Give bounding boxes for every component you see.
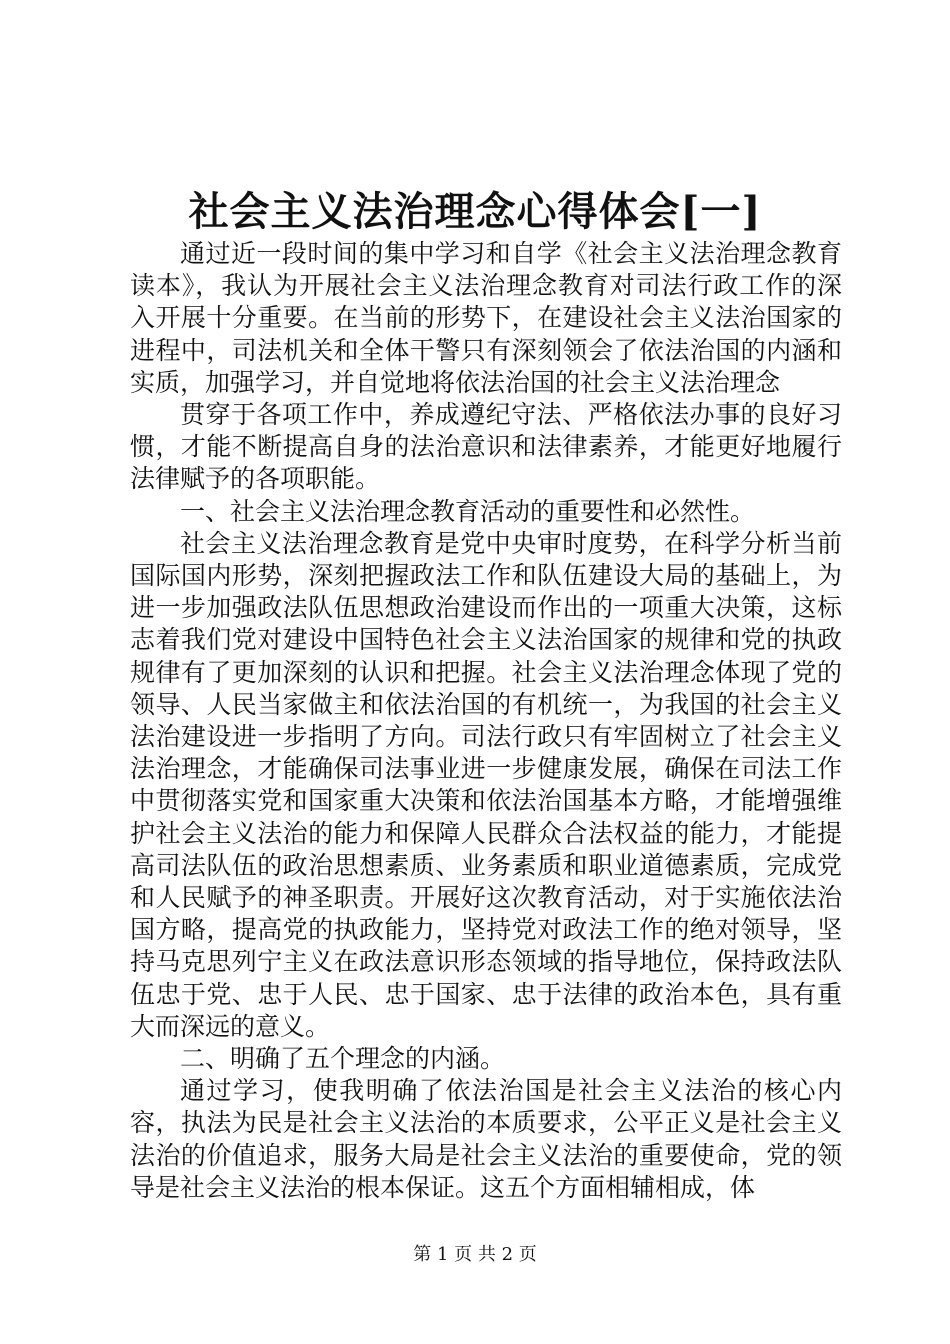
section-heading: 二、明确了五个理念的内涵。 bbox=[180, 1044, 506, 1074]
document-title: 社会主义法治理念心得体会[一] bbox=[188, 188, 762, 235]
body-paragraph: 通过近一段时间的集中学习和自学《社会主义法治理念教育读本》，我认为开展社会主义法治理念教育对司法行政工作的深入开展十分重要。在当前的形势下，在建设社会主义法治国家的进程中，司法机关和全体干警只有深刻领会了依法治国的内涵和实质，加强学习，并自觉地将依法治国的社会主义法治理念 bbox=[130, 239, 842, 397]
body-paragraph: 社会主义法治理念教育是党中央审时度势，在科学分析当前国际国内形势，深刻把握政法工作和队伍建设大局的基础上，为进一步加强政法队伍思想政治建设而作出的一项重大决策，这标志着我们党对建设中国特色社会主义法治国家的规律和党的执政规律有了更加深刻的认识和把握。社会主义法治理念体现了党的领导、人民当家做主和依法治国的有机统一，为我国的社会主义法治建设进一步指明了方向。司法行政只有牢固树立了社会主义法治理念，才能确保司法事业进一步健康发展，确保在司法工作中贯彻落实党和国家重大决策和依法治国基本方略，才能增强维护社会主义法治的能力和保障人民群众合法权益的能力，才能提高司法队伍的政治思想素质、业务素质和职业道德素质，完成党和人民赋予的神圣职责。开展好这次教育活动，对于实施依法治国方略，提高党的执政能力，坚持党对政法工作的绝对领导，坚持马克思列宁主义在政法意识形态领域的指导地位，保持政法队伍忠于党、忠于人民、忠于国家、忠于法律的政治本色，具有重大而深远的意义。 bbox=[130, 528, 842, 1041]
body-paragraph: 通过学习，使我明确了依法治国是社会主义法治的核心内容，执法为民是社会主义法治的本质要求，公平正义是社会主义法治的价值追求，服务大局是社会主义法治的重要使命，党的领导是社会主义法治的根本保证。这五个方面相辅相成，体 bbox=[130, 1076, 842, 1202]
page-footer: 第 1 页 共 2 页 bbox=[413, 1244, 537, 1265]
document-body bbox=[130, 238, 842, 1204]
section-heading: 一、社会主义法治理念教育活动的重要性和必然性。 bbox=[180, 496, 756, 526]
body-paragraph: 贯穿于各项工作中，养成遵纪守法、严格依法办事的良好习惯，才能不断提高自身的法治意识和法律素养，才能更好地履行法律赋予的各项职能。 bbox=[130, 400, 842, 494]
